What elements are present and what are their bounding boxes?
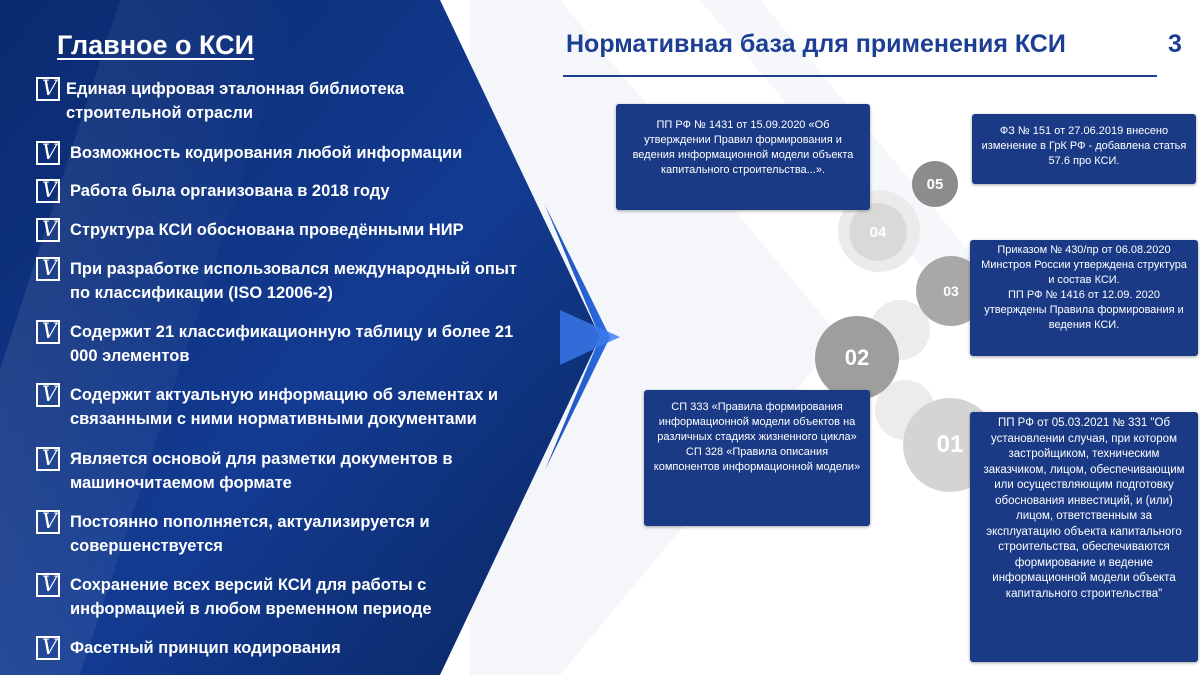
list-item: V Структура КСИ обоснована проведёнными НИР [36, 218, 556, 242]
list-item: V Фасетный принцип кодирования [36, 636, 556, 660]
doc-box-order430: Приказом № 430/пр от 06.08.2020 Минстроя России утверждена структура и состав КСИ. ПП РФ № 1416 от 12.09. 2020 утверждены Правила формирования и ведения КСИ. [970, 240, 1198, 356]
title-divider [563, 75, 1157, 77]
checkbox-icon[interactable]: V [36, 447, 60, 471]
checkbox-icon[interactable]: V [36, 383, 60, 407]
doc-box-pp331: ПП РФ от 05.03.2021 № 331 "Об установлении случая, при котором застройщиком, техническим заказчиком, лицом, обеспечивающим или осуществляющим подготовку обоснования инвестиций, и (или) лицом, ответственным за эксплуатацию объекта капитального строительства, обеспечиваются формирование и ведение информационной модели объекта капитального строительства" [970, 412, 1198, 662]
checkbox-icon[interactable]: V [36, 573, 60, 597]
checkbox-icon[interactable]: V [36, 179, 60, 203]
checkbox-icon[interactable]: V [36, 320, 60, 344]
doc-box-fz151: ФЗ № 151 от 27.06.2019 внесено изменение в ГрК РФ - добавлена статья 57.6 про КСИ. [972, 114, 1196, 184]
step-circle-04: 04 [849, 203, 907, 261]
checkbox-icon[interactable]: V [36, 218, 60, 242]
list-item: V Постоянно пополняется, актуализируется и совершенствуется [36, 510, 556, 558]
step-circle-03: 03 [916, 256, 986, 326]
list-item: V Является основой для разметки документов в машиночитаемом формате [36, 447, 556, 495]
list-item: V При разработке использовался международный опыт по классификации (ISO 12006-2) [36, 257, 556, 305]
list-item: V Работа была организована в 2018 году [36, 179, 556, 203]
doc-box-pp1431: ПП РФ № 1431 от 15.09.2020 «Об утверждении Правил формирования и ведения информационной модели объекта капитального строительства...». [616, 104, 870, 210]
page-number: 3 [1168, 30, 1182, 58]
list-item: V Единая цифровая эталонная библиотека строительной отрасли [36, 77, 556, 125]
page-title: Нормативная база для применения КСИ [566, 30, 1066, 58]
list-item: V Содержит 21 классификационную таблицу и более 21 000 элементов [36, 320, 556, 368]
list-item: V Содержит актуальную информацию об элементах и связанными с ними нормативными документами [36, 383, 556, 431]
step-circle-05: 05 [912, 161, 958, 207]
checkbox-icon[interactable]: V [36, 141, 60, 165]
step-circle-01: 01 [903, 398, 997, 492]
step-circle-02: 02 [815, 316, 899, 400]
checkbox-icon[interactable]: V [36, 257, 60, 281]
left-panel-title: Главное о КСИ [57, 30, 255, 60]
doc-box-sp333: СП 333 «Правила формирования информационной модели объектов на различных стадиях жизненного цикла» СП 328 «Правила описания компонентов информационной модели» [644, 390, 870, 526]
checkbox-icon[interactable]: V [36, 77, 60, 101]
list-item: V Сохранение всех версий КСИ для работы с информацией в любом временном периоде [36, 573, 556, 621]
checkbox-icon[interactable]: V [36, 636, 60, 660]
list-item: V Возможность кодирования любой информации [36, 141, 556, 165]
checkbox-icon[interactable]: V [36, 510, 60, 534]
